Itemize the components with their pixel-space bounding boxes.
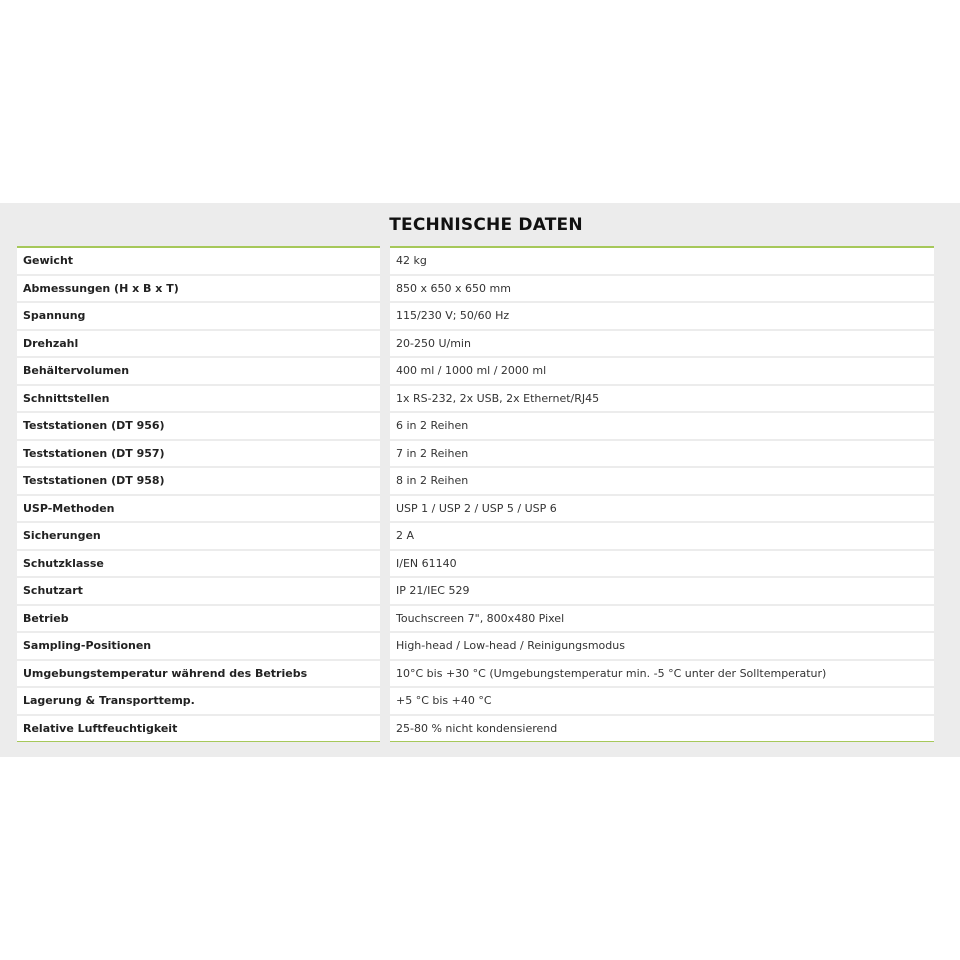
spec-label: Schutzklasse	[17, 551, 380, 577]
spec-value: 850 x 650 x 650 mm	[390, 276, 934, 302]
spec-value: 400 ml / 1000 ml / 2000 ml	[390, 358, 934, 384]
spec-value: 115/230 V; 50/60 Hz	[390, 303, 934, 329]
spec-label: Teststationen (DT 958)	[17, 468, 380, 494]
spec-value: I/EN 61140	[390, 551, 934, 577]
spec-label: Drehzahl	[17, 331, 380, 357]
spec-value: 10°C bis +30 °C (Umgebungstemperatur min. -5 °C unter der Solltemperatur)	[390, 661, 934, 687]
spec-value: 25-80 % nicht kondensierend	[390, 716, 934, 742]
spec-label: Sicherungen	[17, 523, 380, 549]
spec-label: Sampling-Positionen	[17, 633, 380, 659]
spec-label: Relative Luftfeuchtigkeit	[17, 716, 380, 742]
spec-value: 2 A	[390, 523, 934, 549]
spec-label: USP-Methoden	[17, 496, 380, 522]
technical-data-section	[0, 203, 960, 757]
spec-value: Touchscreen 7", 800x480 Pixel	[390, 606, 934, 632]
spec-label: Abmessungen (H x B x T)	[17, 276, 380, 302]
spec-value: 1x RS-232, 2x USB, 2x Ethernet/RJ45	[390, 386, 934, 412]
spec-value: 6 in 2 Reihen	[390, 413, 934, 439]
spec-label: Gewicht	[17, 248, 380, 274]
spec-label: Behältervolumen	[17, 358, 380, 384]
spec-label: Lagerung & Transporttemp.	[17, 688, 380, 714]
spec-label: Teststationen (DT 956)	[17, 413, 380, 439]
spec-labels-column	[17, 246, 380, 742]
section-title: TECHNISCHE DATEN	[389, 215, 583, 235]
spec-value: +5 °C bis +40 °C	[390, 688, 934, 714]
spec-value: 42 kg	[390, 248, 934, 274]
spec-values-column	[390, 246, 934, 742]
spec-value: 7 in 2 Reihen	[390, 441, 934, 467]
spec-label: Umgebungstemperatur während des Betriebs	[17, 661, 380, 687]
spec-value: USP 1 / USP 2 / USP 5 / USP 6	[390, 496, 934, 522]
spec-label: Schnittstellen	[17, 386, 380, 412]
spec-value: 8 in 2 Reihen	[390, 468, 934, 494]
spec-label: Betrieb	[17, 606, 380, 632]
spec-value: High-head / Low-head / Reinigungsmodus	[390, 633, 934, 659]
spec-value: 20-250 U/min	[390, 331, 934, 357]
spec-label: Teststationen (DT 957)	[17, 441, 380, 467]
spec-label: Schutzart	[17, 578, 380, 604]
spec-label: Spannung	[17, 303, 380, 329]
spec-value: IP 21/IEC 529	[390, 578, 934, 604]
